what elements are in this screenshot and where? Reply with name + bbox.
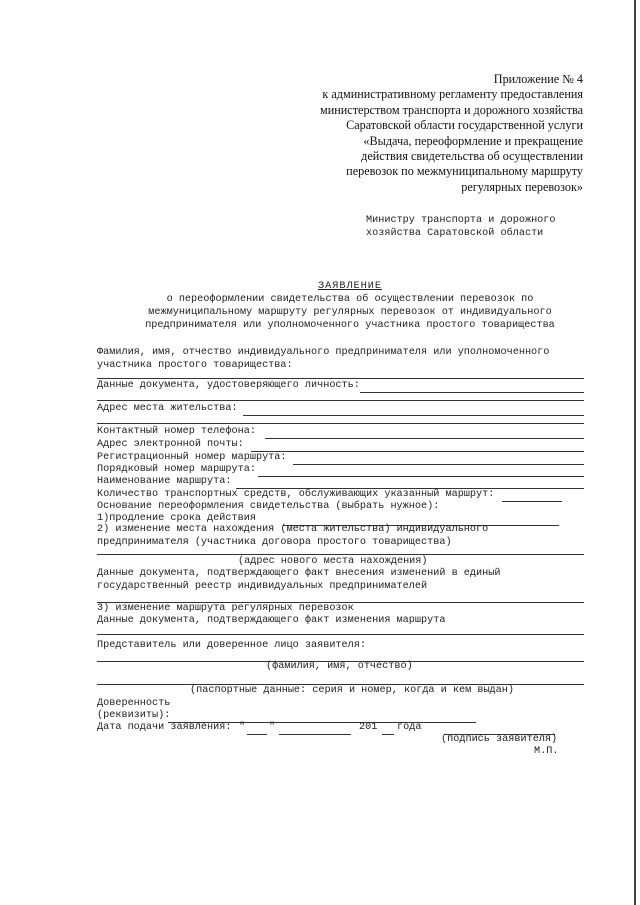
date-year-suffix: года (397, 722, 422, 733)
stamp-label: М.П. (534, 746, 559, 757)
date-year-prefix: 201 (359, 722, 378, 733)
date-quote-close: " (269, 722, 276, 733)
representative-label: Представитель или доверенное лицо заявителя: (97, 640, 366, 651)
appendix-line: «Выдача, переоформление и прекращение (363, 133, 583, 148)
id-doc-label: Данные документа, удостоверяющего личность: (97, 380, 360, 391)
date-month-input-line[interactable] (279, 734, 351, 735)
title-line: предпринимателя или уполномоченного участника простого товарищества (145, 320, 555, 331)
date-year-input-line[interactable] (382, 734, 394, 735)
residence-input-line[interactable] (243, 415, 584, 416)
fio-label-line1: Фамилия, имя, отчество индивидуального предпринимателя или уполномоченного (97, 347, 550, 358)
title-heading: ЗАЯВЛЕНИЕ (317, 281, 383, 292)
phone-input-line[interactable] (265, 438, 584, 439)
page-edge-shadow (634, 0, 636, 905)
addressee-line: хозяйства Саратовской области (366, 228, 544, 239)
appendix-line: Приложение № 4 (493, 72, 583, 86)
egrip-label-line1: Данные документа, подтверждающего факт внесения изменений в единый (97, 568, 501, 579)
seq-number-label: Порядковый номер маршрута: (97, 464, 256, 475)
hint-fio: (фамилия, имя, отчество) (266, 661, 413, 672)
option-1-label: 1)продление срока действия (97, 513, 256, 524)
option-2-label-line1: 2) изменение места нахождения (места жительства) индивидуального (97, 524, 489, 535)
id-doc-input-line-2[interactable] (97, 400, 584, 401)
appendix-header (283, 72, 583, 195)
title-line: о переоформлении свидетельства об осуществлении перевозок по (166, 294, 534, 305)
date-quote-open: " (239, 722, 246, 733)
poa-details-label: (реквизиты): (97, 710, 171, 721)
hint-signature: (подпись заявителя) (441, 734, 558, 745)
option-2-label-line2: предпринимателя (участника договора простого товарищества) (97, 537, 452, 548)
option-3-label: 3) изменение маршрута регулярных перевозок (97, 603, 354, 614)
vehicles-label: Количество транспортных средств, обслуживающих указанный маршрут: (97, 489, 495, 500)
appendix-line: Саратовской области государственной услуги (346, 118, 583, 133)
residence-input-line-2[interactable] (97, 423, 584, 424)
email-label: Адрес электронной почты: (97, 439, 244, 450)
email-input-line[interactable] (251, 451, 584, 452)
hint-new-address: (адрес нового места нахождения) (238, 556, 428, 567)
new-address-input-line[interactable] (97, 554, 584, 555)
appendix-line: к административному регламенту предоставления (322, 87, 583, 102)
poa-label: Доверенность (97, 698, 171, 709)
date-day-input-line[interactable] (247, 734, 267, 735)
reg-number-input-line[interactable] (293, 464, 584, 465)
residence-label: Адрес места жительства: (97, 403, 238, 414)
fio-label-line2: участника простого товарищества: (97, 360, 293, 371)
seq-number-input-line[interactable] (258, 476, 584, 477)
addressee-line: Министру транспорта и дорожного (366, 215, 556, 226)
reg-number-label: Регистрационный номер маршрута: (97, 452, 287, 463)
vehicles-input-line[interactable] (502, 501, 562, 502)
hint-passport: (паспортные данные: серия и номер, когда и кем выдан) (190, 685, 515, 696)
appendix-line: перевозок по межмуниципальному маршруту (346, 164, 583, 179)
title-line: межмуниципальному маршруту регулярных перевозок от индивидуального (148, 307, 552, 318)
route-name-label: Наименование маршрута: (97, 476, 232, 487)
egrip-label-line2: государственный реестр индивидуальных предпринимателей (97, 581, 428, 592)
route-change-doc-label: Данные документа, подтверждающего факт изменения маршрута (97, 615, 446, 626)
document-title (80, 280, 620, 332)
fio-input-line[interactable] (97, 378, 584, 379)
id-doc-input-line[interactable] (360, 392, 584, 393)
appendix-line: регулярных перевозок» (461, 179, 583, 194)
basis-label: Основание переоформления свидетельства (выбрать нужное): (97, 501, 440, 512)
appendix-line: действия свидетельства об осуществлении (361, 149, 583, 164)
addressee (366, 214, 556, 240)
route-change-doc-input-line[interactable] (97, 634, 584, 635)
phone-label: Контактный номер телефона: (97, 426, 256, 437)
date-label: Дата подачи заявления: (97, 722, 232, 733)
appendix-line: министерством транспорта и дорожного хозяйства (320, 102, 583, 117)
